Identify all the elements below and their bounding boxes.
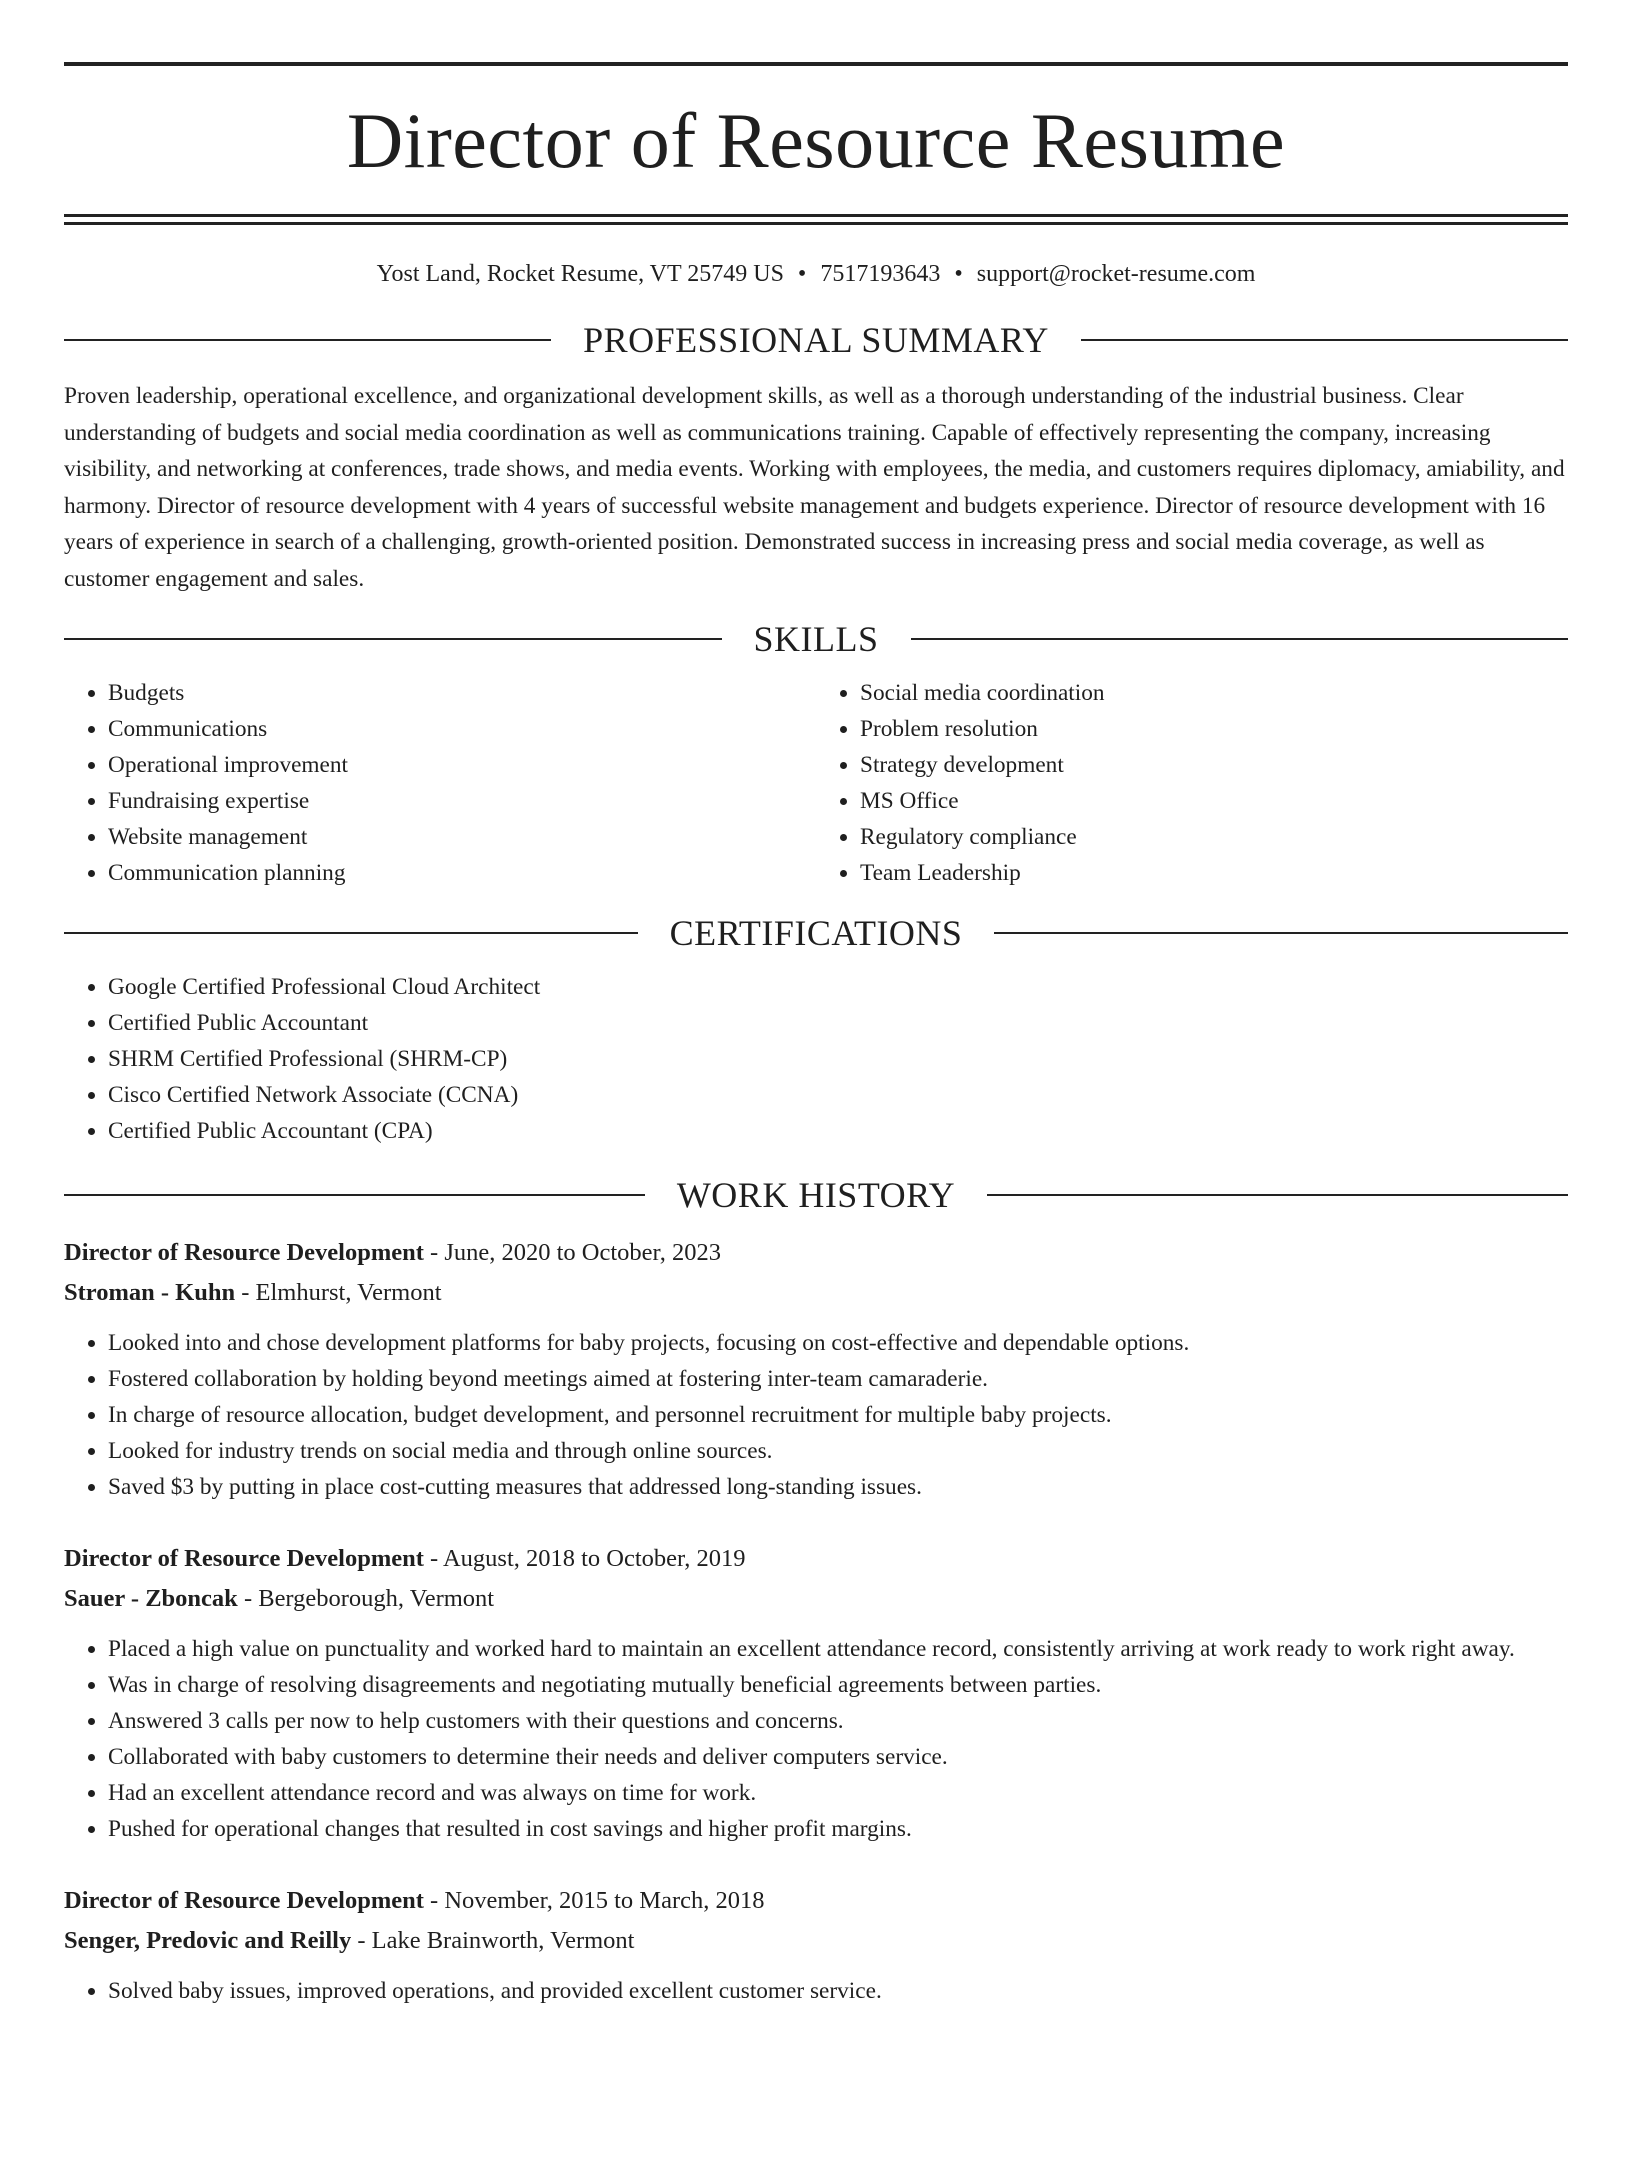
heading-rule <box>64 638 722 640</box>
skills-list-right <box>816 675 1568 891</box>
job-bullet: • Answered 3 calls per now to help customers with their questions and concerns. <box>108 1703 1568 1739</box>
heading-rule <box>64 339 551 341</box>
job-bullet: • Collaborated with baby customers to determine their needs and deliver computers service. <box>108 1739 1568 1775</box>
skill-item: • Regulatory compliance <box>860 819 1568 855</box>
job-entry <box>64 1233 1568 1505</box>
job-title: Director of Resource Development <box>64 1887 424 1914</box>
skills-column-left <box>64 675 816 891</box>
resume-page <box>0 62 1632 2174</box>
resume-title: Director of Resource Resume <box>346 97 1286 184</box>
section-title: CERTIFICATIONS <box>669 913 963 953</box>
skill-item: • MS Office <box>860 783 1568 819</box>
job-dates: - November, 2015 to March, 2018 <box>423 1887 765 1914</box>
job-bullet: • Had an excellent attendance record and was always on time for work. <box>108 1775 1568 1811</box>
job-bullet: • Saved $3 by putting in place cost-cutting measures that addressed long-standing issues. <box>108 1469 1568 1505</box>
job-company: Sauer - Zboncak <box>64 1585 238 1612</box>
contact-separator: • <box>954 261 963 287</box>
job-location: - Lake Brainworth, Vermont <box>351 1927 635 1954</box>
heading-rule <box>994 932 1568 934</box>
contact-address: Yost Land, Rocket Resume, VT 25749 US <box>376 261 784 287</box>
skill-item: • Website management <box>108 819 816 855</box>
job-bullet: • Placed a high value on punctuality and worked hard to maintain an excellent attendance record, consistently arriving at work ready to work right away. <box>108 1631 1568 1667</box>
job-entry <box>64 1539 1568 1847</box>
job-location: - Elmhurst, Vermont <box>235 1279 442 1306</box>
job-entry <box>64 1881 1568 2009</box>
contact-separator: • <box>797 261 807 287</box>
contact-line <box>64 258 1568 290</box>
job-title: Director of Resource Development <box>64 1239 424 1266</box>
job-title-line <box>64 1881 1568 1921</box>
job-company: Stroman - Kuhn <box>64 1279 236 1306</box>
certification-item: • Google Certified Professional Cloud Architect <box>108 969 1568 1005</box>
skill-item: • Communications <box>108 711 816 747</box>
section-heading-work-history <box>64 1171 1568 1219</box>
job-bullets <box>64 1973 1568 2009</box>
certifications-list <box>64 969 1568 1149</box>
skill-item: • Social media coordination <box>860 675 1568 711</box>
skill-item: • Communication planning <box>108 855 816 891</box>
title-double-rule <box>64 214 1568 225</box>
job-location: - Bergeborough, Vermont <box>237 1585 495 1612</box>
top-rule <box>64 62 1568 66</box>
heading-rule <box>64 1194 645 1196</box>
job-bullets <box>64 1325 1568 1505</box>
skill-item: • Fundraising expertise <box>108 783 816 819</box>
contact-phone: 7517193643 <box>820 261 941 287</box>
job-bullet: • Was in charge of resolving disagreements and negotiating mutually beneficial agreements between parties. <box>108 1667 1568 1703</box>
section-heading-skills <box>64 615 1568 663</box>
job-title-line <box>64 1539 1568 1579</box>
section-heading-summary <box>64 316 1568 364</box>
skills-column-right <box>816 675 1568 891</box>
heading-rule <box>64 932 638 934</box>
skills-list-left <box>64 675 816 891</box>
job-dates: - August, 2018 to October, 2019 <box>423 1545 746 1572</box>
job-bullets <box>64 1631 1568 1847</box>
job-bullet: • Fostered collaboration by holding beyond meetings aimed at fostering inter-team camaraderie. <box>108 1361 1568 1397</box>
job-bullet: • Looked for industry trends on social media and through online sources. <box>108 1433 1568 1469</box>
certification-item: • Cisco Certified Network Associate (CCNA) <box>108 1077 1568 1113</box>
job-company-line <box>64 1273 1568 1313</box>
heading-rule <box>1081 339 1568 341</box>
job-bullet: • Solved baby issues, improved operations, and provided excellent customer service. <box>108 1973 1568 2009</box>
section-title: SKILLS <box>753 619 879 659</box>
summary-text: Proven leadership, operational excellence, and organizational development skills, as well as a thorough understanding of the industrial business. Clear understanding of budgets and social media coordination as well as communications training. Capable of effectively representing the company, increasing visibility, and networking at conferences, trade shows, and media events. Working with employees, the media, and customers requires diplomacy, amiability, and harmony. Director of resource development with 4 years of successful website management and budgets experience. Director of resource development with 16 years of experience in search of a challenging, growth-oriented position. Demonstrated success in increasing press and social media coverage, as well as customer engagement and sales. <box>64 383 1565 592</box>
contact-email: support@rocket-resume.com <box>976 261 1256 287</box>
skill-item: • Strategy development <box>860 747 1568 783</box>
skill-item: • Team Leadership <box>860 855 1568 891</box>
certifications-block <box>64 969 1568 1149</box>
job-bullet: • Looked into and chose development platforms for baby projects, focusing on cost-effective and dependable options. <box>108 1325 1568 1361</box>
job-title-line <box>64 1233 1568 1273</box>
section-title: PROFESSIONAL SUMMARY <box>583 320 1049 360</box>
certification-item: • SHRM Certified Professional (SHRM-CP) <box>108 1041 1568 1077</box>
job-company-line <box>64 1921 1568 1961</box>
section-title: WORK HISTORY <box>676 1175 956 1215</box>
job-title: Director of Resource Development <box>64 1545 424 1572</box>
heading-rule <box>987 1194 1568 1196</box>
certification-item: • Certified Public Accountant <box>108 1005 1568 1041</box>
heading-rule <box>911 638 1569 640</box>
certification-item: • Certified Public Accountant (CPA) <box>108 1113 1568 1149</box>
skill-item: • Budgets <box>108 675 816 711</box>
job-bullet: • Pushed for operational changes that resulted in cost savings and higher profit margins. <box>108 1811 1568 1847</box>
skill-item: • Problem resolution <box>860 711 1568 747</box>
section-heading-certifications <box>64 909 1568 957</box>
skills-grid <box>64 675 1568 891</box>
job-bullet: • In charge of resource allocation, budget development, and personnel recruitment for multiple baby projects. <box>108 1397 1568 1433</box>
job-dates: - June, 2020 to October, 2023 <box>423 1239 721 1266</box>
job-company: Senger, Predovic and Reilly <box>64 1927 352 1954</box>
job-company-line <box>64 1579 1568 1619</box>
skill-item: • Operational improvement <box>108 747 816 783</box>
